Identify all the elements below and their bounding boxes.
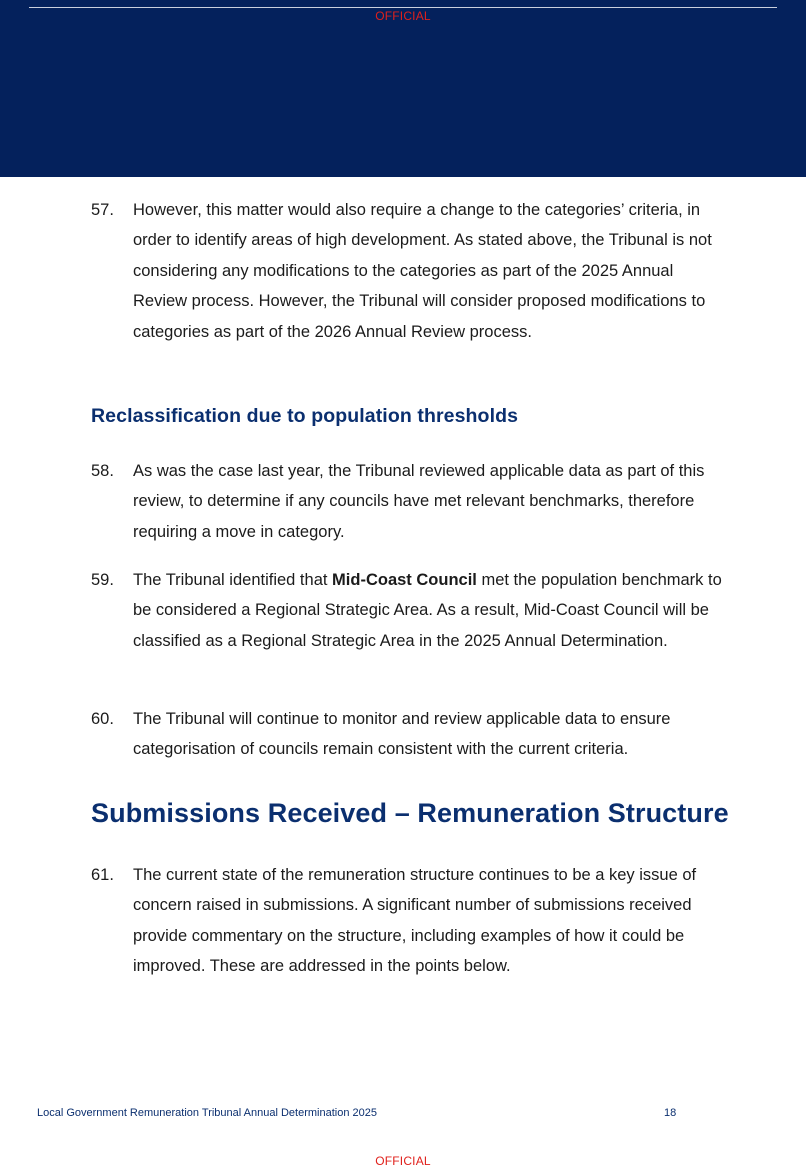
paragraph-text: As was the case last year, the Tribunal reviewed applicable data as part of this review, to determine if any councils have met relevant benchmarks, therefore requiring a move in category. (133, 462, 705, 541)
paragraph-text: However, this matter would also require a change to the categories’ criteria, in order to identify areas of high development. As stated above, the Tribunal is not considering any modifications to the categories as part of the 2025 Annual Review process. However, the Tribunal will consider proposed modifications to categories as part of the 2026 Annual Review process. (133, 201, 712, 341)
paragraph-number: 61. (91, 866, 114, 884)
paragraph-number: 60. (91, 710, 114, 728)
paragraph-number: 58. (91, 462, 114, 480)
footer-page-number: 18 (664, 1107, 677, 1119)
paragraph-60 (91, 704, 731, 765)
header-banner (0, 0, 806, 177)
paragraph-text (133, 565, 723, 656)
paragraph-text: The current state of the remuneration structure continues to be a key issue of concern raised in submissions. A significant number of submissions received provide commentary on the structure, including examples of how it could be improved. These are addressed in the points below. (133, 866, 697, 976)
footer-document-title: Local Government Remuneration Tribunal Annual Determination 2025 (37, 1107, 377, 1119)
paragraph-text-end: met the population benchmark to be considered a Regional Strategic Area. As a result, Mid-Coast Council will be classified as a Regional Strategic Area in the 2025 Annual Determination. (133, 571, 722, 650)
paragraph-number: 57. (91, 201, 114, 219)
paragraph-59 (91, 565, 731, 656)
header-rule (29, 7, 777, 8)
paragraph-text-start: The Tribunal identified that (133, 571, 333, 589)
paragraph-61 (91, 860, 731, 982)
paragraph-text: The Tribunal will continue to monitor and review applicable data to ensure categorisation of councils remain consistent with the current criteria. (133, 710, 671, 759)
paragraph-58 (91, 456, 731, 547)
paragraph-number: 59. (91, 571, 114, 589)
section-heading-submissions: Submissions Received – Remuneration Structure (91, 798, 729, 828)
classification-marking-bottom: OFFICIAL (375, 1154, 431, 1168)
paragraph-57 (91, 195, 731, 347)
section-heading-reclassification: Reclassification due to population thresholds (91, 405, 519, 427)
classification-marking-top: OFFICIAL (375, 9, 431, 23)
council-name-bold: Mid-Coast Council (332, 571, 477, 589)
